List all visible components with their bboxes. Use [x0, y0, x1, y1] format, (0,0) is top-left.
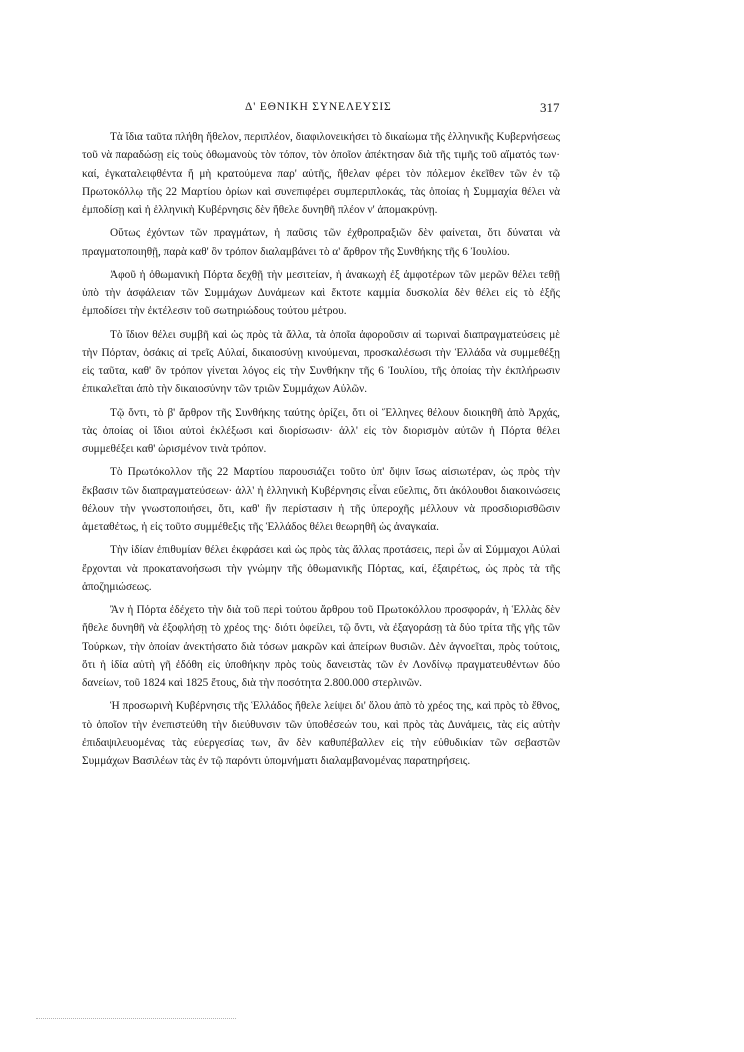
paragraph: Ἂν ἡ Πόρτα ἐδέχετο τὴν διὰ τοῦ περὶ τούτου ἄρθρου τοῦ Πρωτοκόλλου προσφοράν, ἡ Ἑλλὰς δὲν ἤθελε δυνηθῆ νὰ ἐξοφλήσῃ τὸ χρέος της· διότι ὀφείλει, τῷ ὄντι, νὰ ἐξαγοράσῃ τὰ δύο τρίτα τῆς γῆς τῶν Τούρκων, τὴν ὁποίαν ἀνεκτήσατο διὰ τόσων μακρῶν καὶ ἀπείρων θυσιῶν. Δὲν ἀγνοεῖται, πρὸς τούτοις, ὅτι ἡ ἰδία αὐτὴ γῆ ἐδόθη εἰς ὑποθήκην πρὸς τοὺς δανειστὰς τῶν ἐν Λονδίνῳ πραγματευθέντων δύο δανείων, τοῦ 1824 καὶ 1825 ἔτους, διὰ τὴν ποσότητα 2.800.000 στερλινῶν. — [82, 604, 560, 689]
paragraph: Τὸ ἴδιον θέλει συμβῆ καὶ ὡς πρὸς τὰ ἄλλα, τὰ ὁποῖα ἀφοροῦσιν αἱ τωριναὶ διαπραγματεύσεις μὲ τὴν Πόρταν, ὁσάκις αἱ τρεῖς Αὐλαί, δικαιοσύνῃ κινούμεναι, προσκαλέσωσι τὴν Ἑλλάδα νὰ συμμεθέξῃ εἰς ταῦτα, καθ' ὃν τρόπον γίνεται λόγος εἰς τὴν Συνθήκην τῆς 6 Ἰουλίου, τῆς ὁποίας τὴν ἐκπλήρωσιν ἐπικαλεῖται ἀπὸ τὴν δικαιοσύνην τῶν τριῶν Συμμάχων Αὐλῶν. — [82, 328, 560, 396]
body-text — [82, 128, 560, 775]
scan-artifact-dots — [36, 1018, 236, 1021]
paragraph: Οὕτως ἐχόντων τῶν πραγμάτων, ἡ παῦσις τῶν ἐχθροπραξιῶν δὲν φαίνεται, ὅτι δύναται νὰ πραγματοποιηθῇ, παρὰ καθ' ὃν τρόπον διαλαμβάνει τὸ α' ἄρθρον τῆς Συνθήκης τῆς 6 Ἰουλίου. — [82, 227, 560, 258]
paragraph: Τὸ Πρωτόκολλον τῆς 22 Μαρτίου παρουσιάζει τοῦτο ὑπ' ὄψιν ἴσως αἰσιωτέραν, ὡς πρὸς τὴν ἔκβασιν τῶν διαπραγματεύσεων· ἀλλ' ἡ ἑλληνικὴ Κυβέρνησις εἶναι εὔελπις, ὅτι ἀκόλουθοι διακοινώσεις θέλουν τὴν γνωστοποιήσει, ὅτι, καθ' ἣν περίστασιν ἡ τῆς ὑπεροχῆς μέλλουν νὰ προσδιορισθῶσιν ἀμεταθέτως, ἡ εἰς τοῦτο συμμέθεξις τῆς Ἑλλάδος θέλει θεωρηθῆ ὡς ἀναγκαία. — [82, 466, 560, 533]
paragraph: Τῷ ὄντι, τὸ β' ἄρθρον τῆς Συνθήκης ταύτης ὁρίζει, ὅτι οἱ Ἕλληνες θέλουν διοικηθῆ ἀπὸ Ἀρχάς, τὰς ὁποίας οἱ ἴδιοι αὐτοὶ ἐκλέξωσι καὶ διορίσωσιν· ἀλλ' εἰς τὸν διορισμὸν αὐτῶν ἡ Πόρτα θέλει συμμεθέξει καθ' ὡρισμένον τινὰ τρόπον. — [82, 406, 560, 455]
running-title: Δ' ΕΘΝΙΚΗ ΣΥΝΕΛΕΥΣΙΣ — [245, 101, 392, 113]
paragraph: Ἀφοῦ ἡ ὀθωμανικὴ Πόρτα δεχθῇ τὴν μεσιτείαν, ἡ ἀνακωχὴ ἐξ ἀμφοτέρων τῶν μερῶν θέλει τεθῇ ὑπὸ τὴν ἀσφάλειαν τῶν Συμμάχων Δυνάμεων καὶ ἔκτοτε καμμία δυσκολία δὲν θέλει εἰς τὸ ἑξῆς ἐμποδίσει τὴν ἐκτέλεσιν τοῦ σωτηριώδους τούτου μέτρου. — [82, 268, 560, 318]
paragraph: Τὴν ἰδίαν ἐπιθυμίαν θέλει ἐκφράσει καὶ ὡς πρὸς τὰς ἄλλας προτάσεις, περὶ ὧν αἱ Σύμμαχοι Αὐλαὶ ἔρχονται νὰ προκατανοήσωσι τὴν γνώμην τῆς ὀθωμανικῆς Πόρτας, καί, ἐξαιρέτως, ὡς πρὸς τὰ τῆς ἀποζημιώσεως. — [82, 544, 560, 593]
page-number: 317 — [540, 100, 560, 115]
paragraph: Ἡ προσωρινὴ Κυβέρνησις τῆς Ἑλλάδος ἤθελε λείψει δι' ὅλου ἀπὸ τὸ χρέος της, καὶ πρὸς τὸ ἔθνος, τὸ ὁποῖον τὴν ἐνεπιστεύθη τὴν διεύθυνσιν τῶν ὑποθέσεών του, καὶ πρὸς τὰς Δυνάμεις, τὰς εἰς αὐτὴν ἐπιδαψιλευομένας τὰς εὐεργεσίας των, ἂν δὲν καθυπέβαλλεν εἰς τὴν εὐθυδικίαν τῶν σεβαστῶν Συμμάχων Βασιλέων τὰς ἐν τῷ παρόντι ὑπομνήματι διαλαμβανομένας παρατηρήσεις. — [82, 700, 560, 767]
paragraph: Τὰ ἴδια ταῦτα πλήθη ἤθελον, περιπλέον, διαφιλονεικήσει τὸ δικαίωμα τῆς ἑλληνικῆς Κυβερνήσεως τοῦ νὰ παραδώσῃ εἰς τοὺς ὀθωμανοὺς τὸν τόπον, τὸν ὁποῖον ἀπέκτησαν διὰ τῆς τιμῆς τοῦ αἵματός των· καί, ἐγκαταλειφθέντα ἤ μὴ κρατούμενα παρ' αὐτῆς, ἤθελαν φέρει τὸν πόλεμον ἐκεῖθεν τῶν ἐν τῷ Πρωτοκόλλῳ τῆς 22 Μαρτίου ὁρίων καὶ συνεπιφέρει συμπεριπλοκάς, τὰς ὁποίας ἡ Συμμαχία θέλει νὰ ἐμποδίσῃ καὶ ἡ ἑλληνικὴ Κυβέρνησις δὲν ἤθελε δυνηθῆ πλέον ν' ἀπομακρύνῃ. — [82, 131, 560, 216]
